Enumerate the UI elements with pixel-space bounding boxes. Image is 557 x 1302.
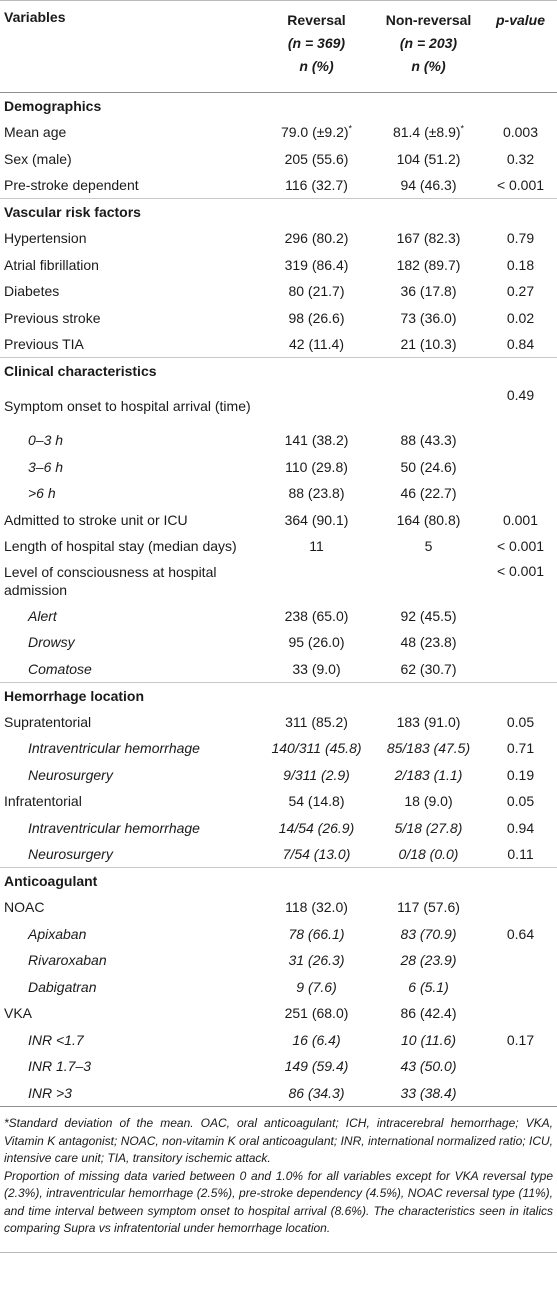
reversal-value-text: 7/54 (13.0) — [282, 846, 351, 862]
p-value — [484, 119, 557, 146]
reversal-value — [260, 894, 373, 921]
p-value — [484, 974, 557, 1001]
row-label: Pre-stroke dependent — [0, 172, 260, 199]
p-value — [484, 815, 557, 842]
p-value — [484, 331, 557, 358]
table-footnotes — [0, 1106, 557, 1238]
p-value — [484, 656, 557, 683]
p-value-text: 0.18 — [506, 256, 535, 273]
p-value-text: 0.05 — [506, 713, 535, 730]
reversal-value-text: 14/54 (26.9) — [278, 819, 355, 836]
non-reversal-value — [373, 384, 484, 427]
reversal-value-text: 251 (68.0) — [284, 1005, 349, 1022]
non-reversal-value-text: 28 (23.9) — [400, 952, 457, 969]
non-reversal-value — [373, 762, 484, 789]
reversal-value — [260, 507, 373, 534]
p-value-text: 0.94 — [506, 819, 535, 836]
table-header-row — [0, 1, 557, 93]
p-value-text: 0.17 — [506, 1031, 535, 1048]
non-reversal-value — [373, 947, 484, 974]
non-reversal-value-text: 81.4 (±8.9) — [392, 124, 461, 141]
p-value-text: 0.05 — [506, 793, 535, 810]
reversal-value-text: 296 (80.2) — [284, 230, 349, 247]
p-value — [484, 841, 557, 868]
non-reversal-value — [373, 921, 484, 948]
header-non-reversal-n: (n = 203) — [399, 35, 458, 51]
reversal-value — [260, 1080, 373, 1107]
table-row — [0, 480, 557, 507]
reversal-value — [260, 1027, 373, 1054]
header-p-value: p-value — [495, 12, 545, 28]
table-row — [0, 252, 557, 279]
reversal-value-text: 31 (26.3) — [288, 952, 345, 969]
header-reversal-name: Reversal — [287, 12, 346, 28]
p-value — [484, 629, 557, 656]
non-reversal-value — [373, 480, 484, 507]
non-reversal-value-text: 10 (11.6) — [401, 1031, 456, 1048]
row-label: Mean age — [4, 124, 67, 141]
p-value-text: 0.49 — [506, 387, 535, 403]
non-reversal-value-text: 73 (36.0) — [400, 309, 457, 326]
non-reversal-value — [373, 656, 484, 683]
section-row — [0, 93, 557, 120]
header-non-reversal — [373, 1, 484, 93]
section-row — [0, 199, 557, 226]
table-row — [0, 603, 557, 630]
non-reversal-value-text: 5/18 (27.8) — [394, 819, 463, 836]
table-body — [0, 93, 557, 1107]
table-row — [0, 1027, 557, 1054]
table-row — [0, 278, 557, 305]
row-label: Admitted to stroke unit or ICU — [4, 511, 188, 528]
table-row — [0, 841, 557, 868]
reversal-value-text: 78 (66.1) — [288, 925, 345, 942]
table-row — [0, 947, 557, 974]
row-label: INR 1.7–3 — [28, 1058, 92, 1075]
p-value-text: 0.79 — [506, 230, 535, 247]
reversal-value-text: 140/311 (45.8) — [271, 740, 362, 757]
p-value — [484, 480, 557, 507]
non-reversal-value-text: 83 (70.9) — [400, 925, 457, 942]
section-title: Vascular risk factors — [4, 204, 141, 220]
header-reversal-n: (n = 369) — [287, 35, 346, 51]
non-reversal-value-text: 94 (46.3) — [400, 177, 457, 193]
row-label: NOAC — [4, 899, 45, 916]
reversal-value — [260, 735, 373, 762]
non-reversal-value — [373, 225, 484, 252]
header-reversal-unit: n (%) — [299, 58, 334, 74]
p-value-text: 0.32 — [506, 150, 535, 167]
table-row — [0, 894, 557, 921]
reversal-value-text: 11 — [309, 538, 324, 555]
p-value — [484, 146, 557, 173]
p-value — [484, 427, 557, 454]
non-reversal-value — [373, 172, 484, 199]
non-reversal-value-text: 2/183 (1.1) — [394, 766, 463, 783]
reversal-value — [260, 427, 373, 454]
row-label: Supratentorial — [4, 713, 92, 730]
reversal-value — [260, 815, 373, 842]
non-reversal-value-text: 85/183 (47.5) — [386, 740, 471, 757]
row-label: Comatose — [0, 656, 260, 683]
reversal-value — [260, 560, 373, 603]
p-value — [484, 172, 557, 199]
non-reversal-value-text: 18 (9.0) — [404, 793, 453, 810]
reversal-value-text: 319 (86.4) — [284, 256, 349, 273]
reversal-value — [260, 480, 373, 507]
row-label: Intraventricular hemorrhage — [28, 819, 200, 836]
reversal-value — [260, 762, 373, 789]
reversal-value — [260, 172, 373, 199]
non-reversal-value-text: 62 (30.7) — [400, 660, 457, 677]
reversal-value — [260, 603, 373, 630]
non-reversal-value — [373, 1080, 484, 1107]
row-label: 3–6 h — [28, 458, 64, 475]
p-value-text: < 0.001 — [496, 538, 545, 555]
non-reversal-value — [373, 603, 484, 630]
p-value — [484, 1027, 557, 1054]
p-value — [484, 1000, 557, 1027]
p-value-text: 0.001 — [502, 511, 539, 528]
row-label: Neurosurgery — [28, 766, 113, 783]
row-label: Alert — [28, 607, 57, 624]
section-title: Demographics — [4, 98, 102, 114]
row-label: Previous stroke — [4, 309, 101, 326]
row-label: Dabigatran — [28, 978, 97, 995]
non-reversal-value — [373, 533, 484, 560]
row-label: Diabetes — [4, 283, 60, 300]
reversal-value-text: 95 (26.0) — [288, 634, 345, 651]
reversal-value-text: 54 (14.8) — [288, 793, 345, 810]
row-label: Drowsy — [28, 634, 75, 651]
table-row — [0, 656, 557, 683]
non-reversal-value — [373, 709, 484, 736]
reversal-value — [260, 278, 373, 305]
non-reversal-value — [373, 454, 484, 481]
p-value — [484, 384, 557, 427]
non-reversal-value — [373, 278, 484, 305]
section-row — [0, 868, 557, 895]
reversal-value-text: 149 (59.4) — [284, 1058, 349, 1075]
header-variables: Variables — [4, 9, 66, 25]
non-reversal-value-text: 183 (91.0) — [396, 713, 461, 730]
non-reversal-value-text: 21 (10.3) — [400, 336, 457, 352]
p-value — [484, 560, 557, 603]
non-reversal-value — [373, 146, 484, 173]
reversal-value — [260, 384, 373, 427]
reversal-value-text: 118 (32.0) — [285, 899, 348, 916]
reversal-value — [260, 225, 373, 252]
non-reversal-value-text: 0/18 (0.0) — [398, 846, 459, 862]
reversal-value-text: 205 (55.6) — [284, 150, 349, 167]
non-reversal-value — [373, 560, 484, 603]
reversal-value-text: 79.0 (±9.2) — [280, 124, 349, 141]
row-label: Previous TIA — [0, 331, 260, 358]
p-value-text: 0.84 — [506, 336, 535, 352]
table-row — [0, 629, 557, 656]
p-value — [484, 762, 557, 789]
non-reversal-value — [373, 305, 484, 332]
row-label: Sex (male) — [4, 150, 72, 167]
reversal-value — [260, 709, 373, 736]
non-reversal-value-text: 43 (50.0) — [400, 1058, 457, 1075]
table-row — [0, 305, 557, 332]
reversal-value-text: 110 (29.8) — [285, 458, 348, 475]
non-reversal-value — [373, 1053, 484, 1080]
non-reversal-value — [373, 507, 484, 534]
p-value — [484, 305, 557, 332]
non-reversal-value — [373, 629, 484, 656]
reversal-value — [260, 841, 373, 868]
reversal-value-text: 88 (23.8) — [288, 485, 345, 502]
section-row — [0, 682, 557, 709]
header-non-reversal-name: Non-reversal — [385, 12, 472, 28]
row-label: Intraventricular hemorrhage — [28, 740, 200, 757]
row-label: Apixaban — [28, 925, 87, 942]
bottom-rule — [0, 1238, 557, 1253]
p-value — [484, 507, 557, 534]
non-reversal-value-text: 33 (38.4) — [400, 1084, 457, 1101]
reversal-value-text: 98 (26.6) — [288, 309, 345, 326]
reversal-value — [260, 974, 373, 1001]
reversal-value-text: 86 (34.3) — [288, 1084, 345, 1101]
table-row — [0, 427, 557, 454]
reversal-value-text: 33 (9.0) — [292, 660, 341, 677]
table-row — [0, 172, 557, 199]
p-value-text: < 0.001 — [496, 177, 545, 193]
row-label: Level of consciousness at hospital admission — [4, 564, 217, 598]
row-label: >6 h — [28, 485, 56, 502]
p-value — [484, 252, 557, 279]
non-reversal-value-text: 48 (23.8) — [400, 634, 457, 651]
non-reversal-value-text: 6 (5.1) — [408, 978, 449, 995]
non-reversal-value-text: 167 (82.3) — [396, 230, 461, 247]
table-row — [0, 119, 557, 146]
non-reversal-value-text: 5 — [424, 538, 433, 555]
table-row — [0, 762, 557, 789]
p-value-text: < 0.001 — [496, 562, 545, 579]
table-row — [0, 560, 557, 603]
reversal-value — [260, 1000, 373, 1027]
row-label: 0–3 h — [28, 432, 64, 449]
non-reversal-value-text: 117 (57.6) — [397, 899, 460, 916]
non-reversal-value-text: 88 (43.3) — [400, 432, 457, 449]
p-value — [484, 709, 557, 736]
reversal-value — [260, 629, 373, 656]
reversal-value-text: 364 (90.1) — [284, 511, 349, 528]
p-value — [484, 947, 557, 974]
non-reversal-value-text: 104 (51.2) — [396, 150, 461, 167]
table-row — [0, 533, 557, 560]
reversal-value — [260, 119, 373, 146]
p-value-text: 0.02 — [506, 309, 535, 326]
p-value — [484, 1080, 557, 1107]
p-value-text: 0.64 — [506, 925, 535, 942]
row-label: Length of hospital stay (median days) — [4, 538, 237, 555]
reversal-value-text: 141 (38.2) — [284, 432, 349, 449]
non-reversal-value — [373, 841, 484, 868]
non-reversal-value — [373, 1000, 484, 1027]
p-value — [484, 735, 557, 762]
reversal-value-text: 16 (6.4) — [292, 1031, 341, 1048]
table-row — [0, 225, 557, 252]
non-reversal-value — [373, 788, 484, 815]
reversal-value — [260, 947, 373, 974]
non-reversal-value-text: 182 (89.7) — [396, 256, 461, 273]
table-row — [0, 815, 557, 842]
non-reversal-value-text: 50 (24.6) — [400, 458, 457, 475]
non-reversal-value — [373, 735, 484, 762]
table-row — [0, 735, 557, 762]
reversal-value-text: 80 (21.7) — [288, 283, 345, 300]
p-value — [484, 1053, 557, 1080]
p-value — [484, 603, 557, 630]
row-label: Atrial fibrillation — [4, 256, 99, 273]
reversal-value — [260, 533, 373, 560]
non-reversal-value — [373, 974, 484, 1001]
reversal-value — [260, 1053, 373, 1080]
reversal-value — [260, 252, 373, 279]
table-row — [0, 384, 557, 427]
non-reversal-value — [373, 815, 484, 842]
reversal-value-text: 9/311 (2.9) — [283, 766, 350, 783]
table-row — [0, 507, 557, 534]
non-reversal-value-text: 46 (22.7) — [400, 485, 457, 502]
reversal-value — [260, 331, 373, 358]
section-title: Hemorrhage location — [4, 687, 145, 704]
non-reversal-value — [373, 1027, 484, 1054]
row-label: Neurosurgery — [0, 841, 260, 868]
row-label: Symptom onset to hospital arrival (time) — [4, 397, 251, 414]
section-title: Clinical characteristics — [4, 363, 157, 379]
section-row — [0, 358, 557, 385]
reversal-value-text: 238 (65.0) — [284, 607, 349, 624]
header-reversal — [260, 1, 373, 93]
table-row — [0, 921, 557, 948]
non-reversal-value — [373, 252, 484, 279]
non-reversal-value-text: 86 (42.4) — [400, 1005, 457, 1022]
table-row — [0, 331, 557, 358]
table-row — [0, 709, 557, 736]
p-value-text: 0.19 — [506, 766, 535, 783]
table-row — [0, 454, 557, 481]
p-value — [484, 278, 557, 305]
reversal-value — [260, 788, 373, 815]
non-reversal-value — [373, 331, 484, 358]
row-label: INR >3 — [28, 1084, 72, 1101]
p-value-text: 0.003 — [502, 124, 539, 141]
reversal-value — [260, 305, 373, 332]
footnote-missing-data: Proportion of missing data varied between 0 and 1.0% for all variables except for VKA reversal type (2.3%), intraventricular hemorrhage (2.5%), pre-stroke dependency (4.5%), NOAC reversal type (11%), and time interval between symptom onset to hospital arrival (8.6%). The characteristics seen in italics comparing Supra vs infratentorial under hemorrhage location. — [4, 1168, 553, 1235]
row-label: INR <1.7 — [28, 1031, 84, 1048]
table-row — [0, 788, 557, 815]
table-row — [0, 974, 557, 1001]
p-value — [484, 894, 557, 921]
non-reversal-value — [373, 119, 484, 146]
non-reversal-value — [373, 894, 484, 921]
p-value-text: 0.27 — [506, 283, 535, 300]
reversal-value — [260, 146, 373, 173]
reversal-value-text: 42 (11.4) — [289, 336, 344, 352]
reversal-value — [260, 656, 373, 683]
section-title: Anticoagulant — [4, 873, 98, 889]
reversal-value-text: 116 (32.7) — [285, 177, 348, 193]
table-row — [0, 146, 557, 173]
table-row — [0, 1080, 557, 1107]
non-reversal-value-text: 164 (80.8) — [396, 511, 461, 528]
reversal-value-text: 311 (85.2) — [285, 713, 348, 730]
footnote-marker: * — [460, 123, 465, 134]
p-value — [484, 788, 557, 815]
row-label: VKA — [4, 1005, 33, 1022]
reversal-value — [260, 454, 373, 481]
row-label: Rivaroxaban — [28, 952, 107, 969]
p-value — [484, 921, 557, 948]
footnote-abbreviations: *Standard deviation of the mean. OAC, oral anticoagulant; ICH, intracerebral hemorrhage; VKA, Vitamin K antagonist; NOAC, non-vitamin K oral anticoagulant; INR, international normalized ratio; ICU, intensive care unit; TIA, transitory ischemic attack. — [4, 1116, 553, 1165]
reversal-value-text: 9 (7.6) — [296, 978, 337, 995]
non-reversal-value — [373, 427, 484, 454]
header-non-reversal-unit: n (%) — [411, 58, 446, 74]
p-value-text: 0.11 — [507, 846, 534, 862]
table-row — [0, 1053, 557, 1080]
row-label: Hypertension — [4, 230, 87, 247]
p-value — [484, 454, 557, 481]
p-value — [484, 533, 557, 560]
non-reversal-value-text: 36 (17.8) — [400, 283, 457, 300]
p-value — [484, 225, 557, 252]
p-value-text: 0.71 — [506, 740, 535, 757]
footnote-marker: * — [348, 123, 353, 134]
table-row — [0, 1000, 557, 1027]
row-label: Infratentorial — [4, 793, 82, 810]
non-reversal-value-text: 92 (45.5) — [400, 607, 457, 624]
reversal-value — [260, 921, 373, 948]
